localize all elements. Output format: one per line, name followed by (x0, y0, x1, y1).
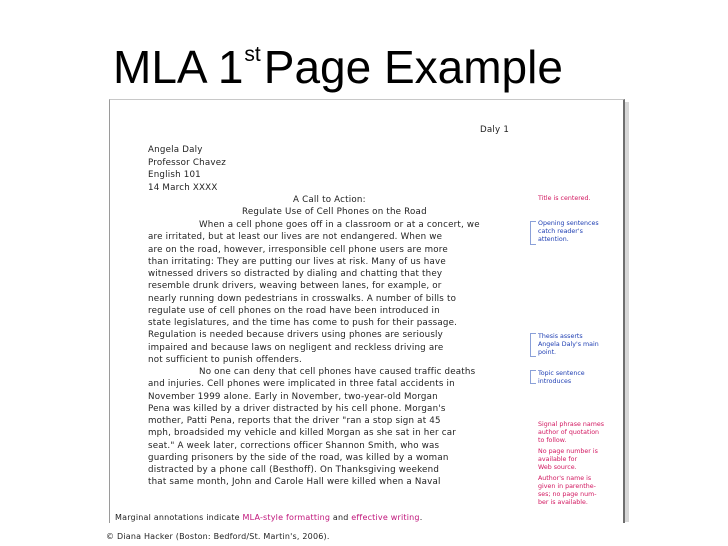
essay-body-line: nearly running down pedestrians in crosswalks. A number of bills to (148, 293, 457, 304)
page-header: Daly 1 (480, 125, 510, 135)
footer-suffix: . (419, 513, 423, 522)
annotation-title-centered: Title is centered. (538, 195, 591, 202)
annotation-author-2: given in parenthe- (538, 483, 596, 490)
copyright-line: © Diana Hacker (Boston: Bedford/St. Martin's, 2006). (106, 532, 330, 541)
annotation-thesis-3: point. (538, 349, 557, 356)
essay-body-line: Regulation is needed because drivers using phones are seriously (148, 330, 443, 341)
bracket-opening (530, 221, 536, 245)
annotation-signal-1: Signal phrase names (538, 421, 605, 428)
essay-title-line1: A Call to Action: (293, 195, 366, 205)
title-part2: Page Example (263, 41, 563, 93)
annotation-topic-1: Topic sentence (538, 370, 585, 377)
annotation-author-3: ses; no page num- (538, 491, 597, 498)
essay-body-line: resemble drunk drivers, weaving between lanes, for example, or (148, 281, 442, 292)
bracket-topic (530, 370, 536, 384)
annotation-signal-2: author of quotation (538, 429, 600, 436)
annotation-thesis-1: Thesis asserts (538, 333, 583, 340)
essay-body-line: mother, Patti Pena, reports that the driver "ran a stop sign at 45 (148, 416, 441, 426)
essay-body-line: November 1999 alone. Early in November, two-year-old Morgan (148, 391, 438, 402)
annotation-nopage-3: Web source. (538, 464, 577, 471)
annotation-thesis-2: Angela Daly's main (538, 341, 599, 348)
annotation-opening-3: attention. (538, 236, 569, 243)
mla-formatting-link[interactable]: MLA-style formatting (242, 513, 331, 522)
slide-title (113, 41, 563, 93)
essay-body-line: guarding prisoners by the side of the road, was killed by a woman (148, 452, 449, 463)
essay-body-line: and injuries. Cell phones were implicated in three fatal accidents in (148, 379, 455, 390)
essay-body-line: regulate use of cell phones on the road have been introduced in (148, 305, 440, 316)
annotation-opening-1: Opening sentences (538, 220, 599, 227)
essay-body-line: impaired and because laws on negligent and reckless driving are (148, 342, 444, 353)
title-superscript: st (244, 43, 261, 66)
essay-body-line: No one can deny that cell phones have caused traffic deaths (199, 367, 476, 377)
essay-body-line: not sufficient to punish offenders. (148, 354, 302, 365)
annotation-author-4: ber is available. (538, 499, 588, 506)
essay-body-line: that same month, John and Carole Hall were killed when a Naval (148, 477, 441, 488)
footer-mid: and (330, 513, 352, 522)
title-part1: MLA 1 (113, 41, 244, 93)
annotation-signal-3: to follow. (538, 437, 567, 444)
paper-shadow (625, 102, 629, 522)
essay-body-line: Pena was killed by a driver distracted by his cell phone. Morgan's (148, 403, 446, 414)
essay-body-line: are irritated, but at least our lives are not endangered. When we (148, 232, 443, 243)
bracket-thesis (530, 333, 536, 357)
essay-title-line2: Regulate Use of Cell Phones on the Road (242, 207, 427, 217)
heading-professor: Professor Chavez (148, 158, 227, 168)
annotation-nopage-1: No page number is (538, 448, 598, 455)
annotation-nopage-2: available for (538, 456, 578, 463)
essay-body-line: are on the road, however, irresponsible cell phone users are more (148, 244, 448, 255)
essay-body-line: distracted by a phone call (Besthoff). On Thanksgiving weekend (148, 465, 440, 475)
essay-body-line: When a cell phone goes off in a classroom or at a concert, we (199, 220, 480, 230)
essay-body-line: seat." A week later, corrections officer Shannon Smith, who was (148, 440, 440, 451)
essay-body-line: witnessed drivers so distracted by dialing and chatting that they (148, 269, 443, 279)
annotation-author-1: Author's name is (538, 475, 592, 482)
heading-name: Angela Daly (148, 145, 203, 155)
annotation-topic-2: introduces (538, 378, 572, 385)
footer-prefix: Marginal annotations indicate (115, 513, 243, 522)
annotation-opening-2: catch reader's (538, 228, 583, 235)
essay-body-line: than irritating: They are putting our lives at risk. Many of us have (148, 256, 446, 267)
footer-note (115, 514, 422, 522)
essay-body-line: mph, broadsided my vehicle and killed Morgan as she sat in her car (148, 428, 457, 439)
essay-body-line: state legislatures, and the time has come to push for their passage. (148, 318, 458, 328)
heading-date: 14 March XXXX (148, 183, 218, 193)
effective-writing-link[interactable]: effective writing (351, 513, 420, 522)
heading-course: English 101 (148, 170, 201, 180)
